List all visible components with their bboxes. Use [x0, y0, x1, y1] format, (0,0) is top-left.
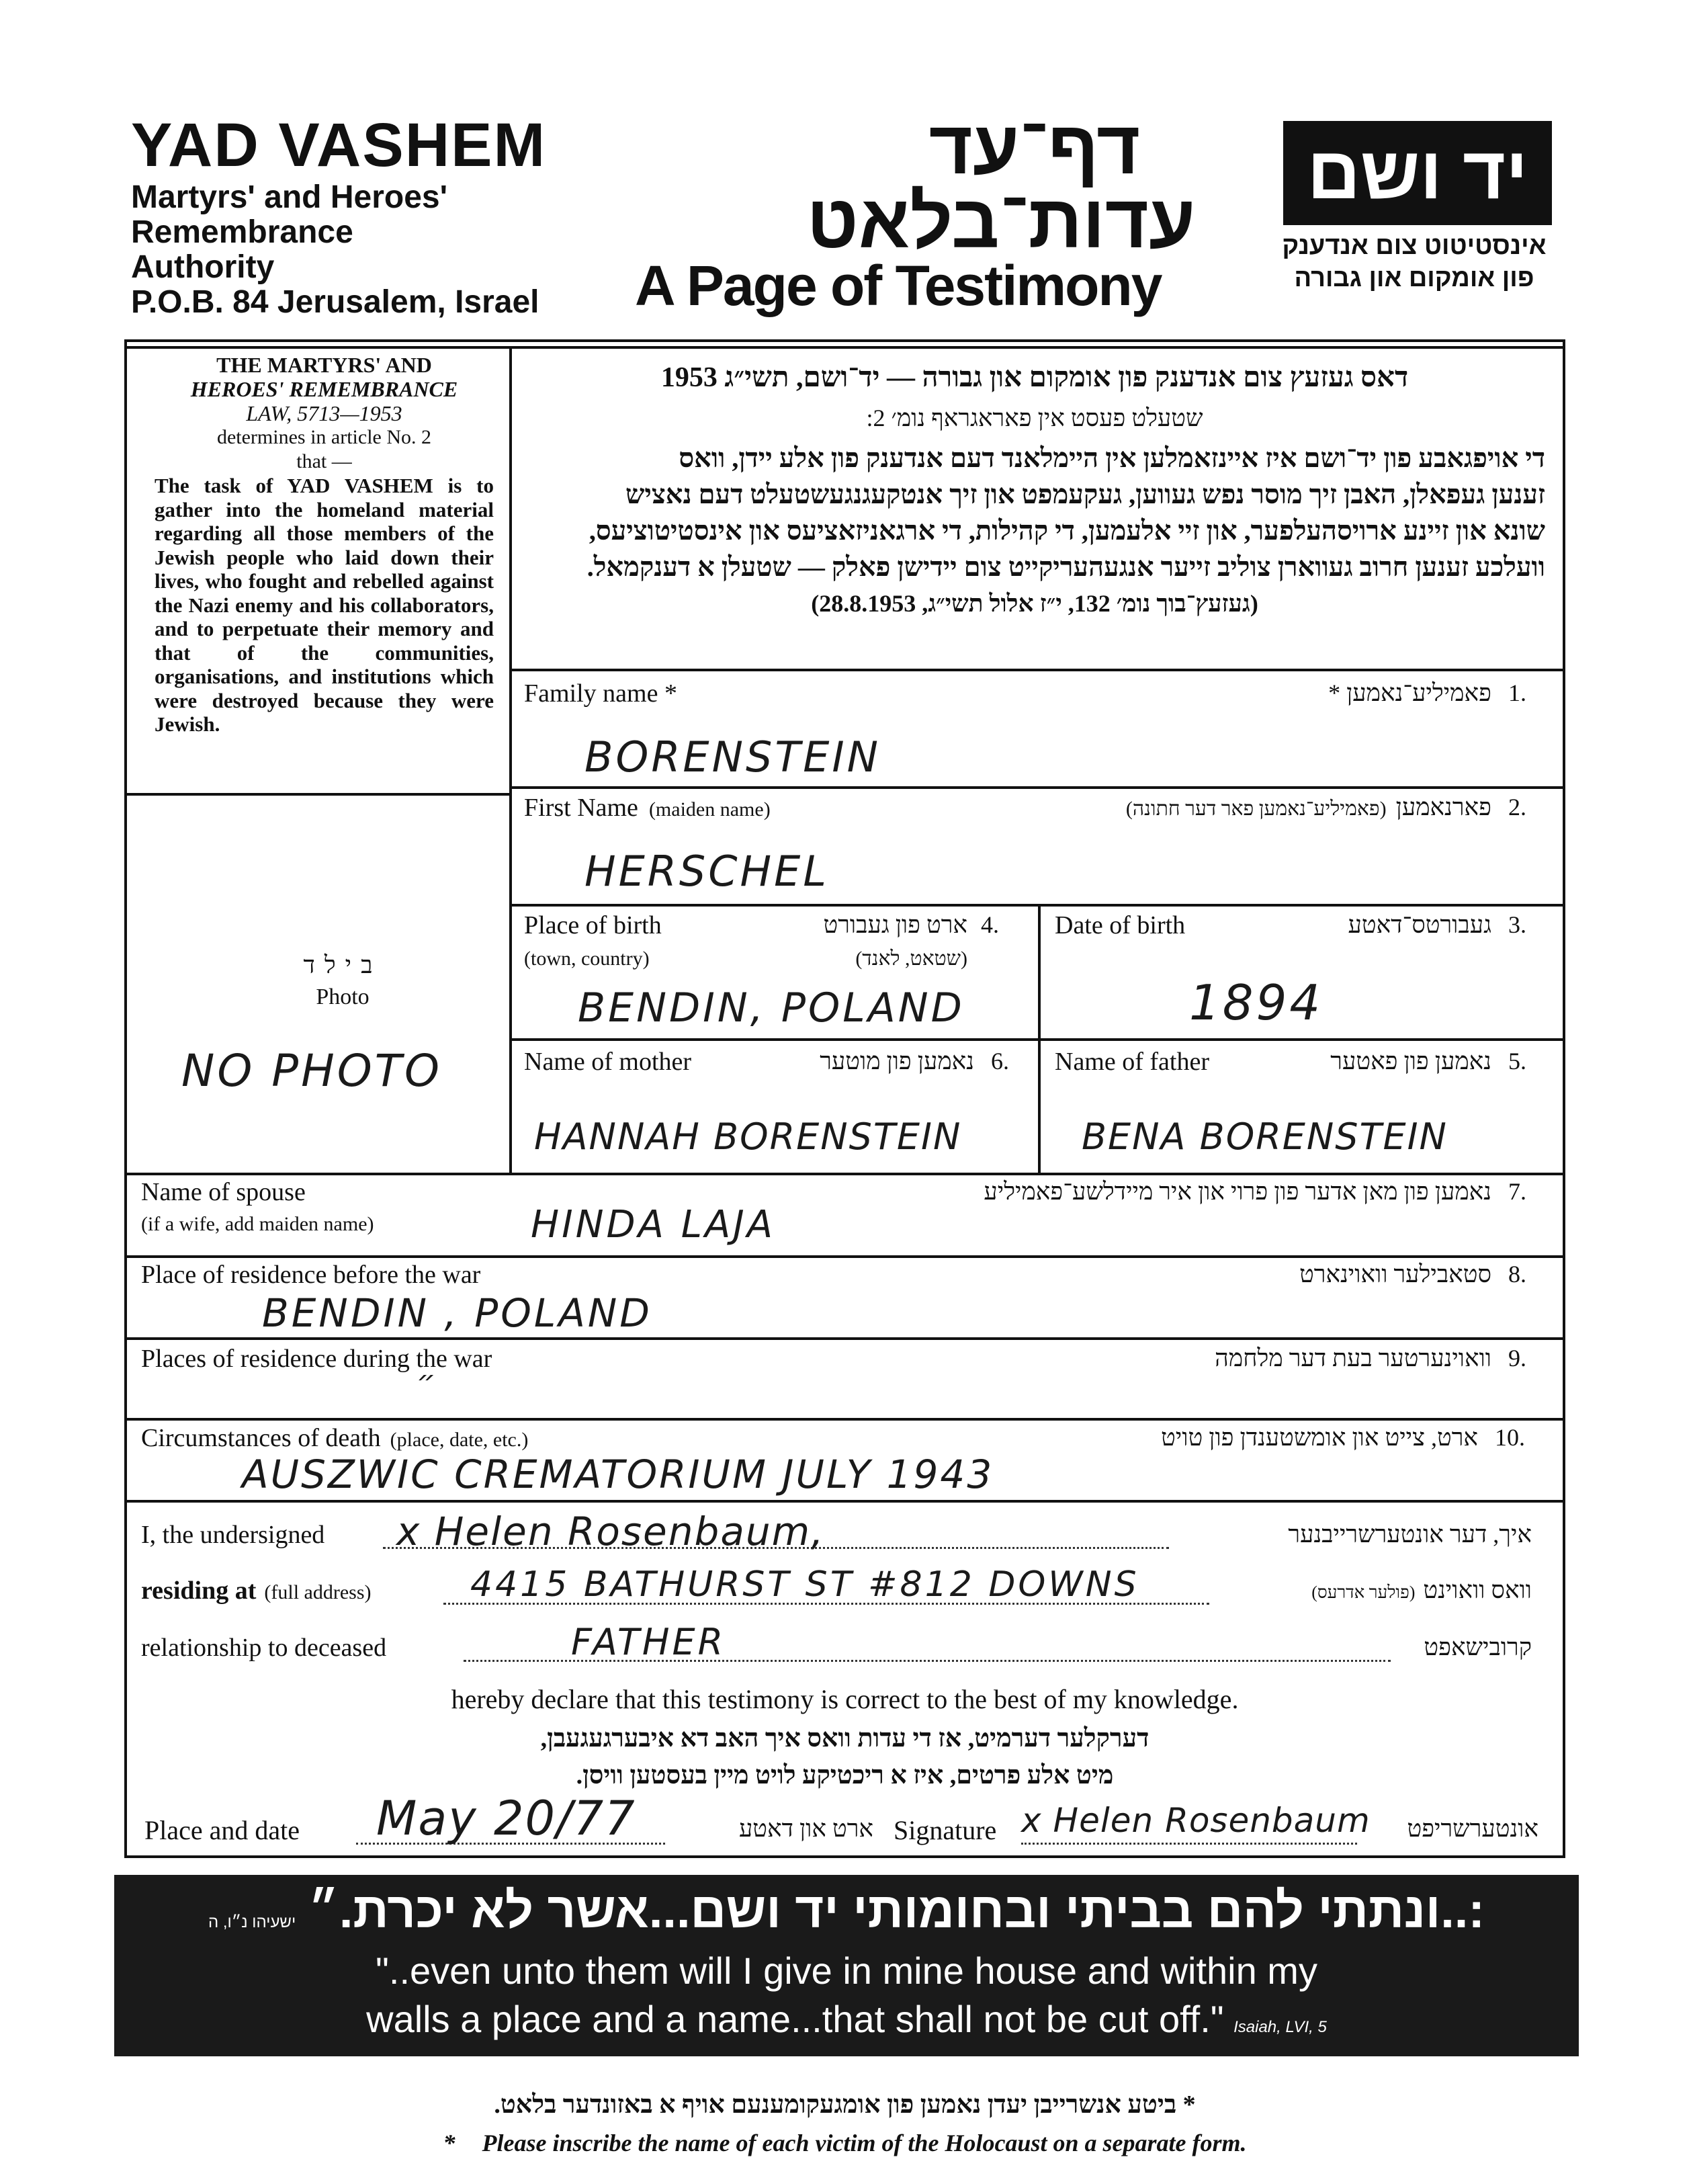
field-number-7: 7. — [1508, 1178, 1526, 1205]
row-8-top — [124, 1255, 1565, 1258]
logo-text: יד ושם — [1307, 131, 1528, 214]
place-date-label-yiddish: ארט און דאטע — [738, 1815, 873, 1842]
field-number-2: 2. — [1508, 794, 1526, 821]
spouse-label: Name of spouse — [141, 1178, 306, 1206]
hereby-declare: hereby declare that this testimony is correct to the best of my knowledge. — [451, 1684, 1239, 1714]
residence-during-value: ״ — [417, 1364, 439, 1398]
birth-place-sub: (town, country) — [524, 948, 650, 970]
death-circumstances-label-yiddish: ארט, צייט און אומשטענדן פון טויט — [1161, 1424, 1478, 1451]
undersigned-label: I, the undersigned — [141, 1521, 325, 1549]
institute-line-1: אינסטיטוט צום אנדענק — [1282, 232, 1547, 260]
signature-label: Signature — [894, 1815, 997, 1845]
death-circumstances-value: AUSZWIC CREMATORIUM JULY 1943 — [242, 1452, 994, 1497]
row-2-top — [509, 786, 1565, 789]
relationship-value: FATHER — [571, 1621, 726, 1663]
yiddish-law-text — [524, 360, 1545, 622]
residing-sub: (full address) — [264, 1581, 372, 1603]
law-title-5: that — — [296, 450, 352, 472]
residence-before-value: BENDIN , POLAND — [262, 1290, 652, 1336]
yad-vashem-logo — [1283, 121, 1552, 225]
birth-place-sub-yiddish: (שטאט, לאנד) — [855, 948, 967, 970]
banner-hebrew-row — [114, 1882, 1579, 1939]
residence-before-label: Place of residence before the war — [141, 1261, 481, 1289]
birth-place-label: Place of birth — [524, 911, 662, 939]
yiddish-title-2: עדות־בלאט — [806, 179, 1196, 263]
left-column-divider — [509, 346, 512, 1173]
org-line-1: Martyrs' and Heroes' — [131, 179, 447, 215]
photo-label: Photo — [316, 984, 370, 1009]
birth-place-label-yiddish: ארט פון געבורט — [823, 911, 967, 938]
relationship-label-yiddish: קרובישאפט — [1424, 1634, 1532, 1661]
banner-english-1: "..even unto them will I give in mine house and within my — [376, 1949, 1317, 1992]
family-name-label: Family name * — [524, 679, 677, 708]
law-body: The task of YAD VASHEM is to gather into the homeland material regarding all those members of the Jewish people who laid down their lives, who fought and rebelled against the Nazi enemy and his collaborators, and to perpetuate their memory and that of the communities, organisations, and institutions which were destroyed because they were Jewish. — [155, 474, 494, 736]
first-name-label-group — [524, 793, 771, 823]
residence-during-label: Places of residence during the war — [141, 1345, 492, 1373]
first-name-label-yiddish: פארנאמען — [1395, 794, 1491, 821]
yiddish-law-line-7: (געזעץ־בוך נומ׳ 132, י״ז אלול תשי״ג, 28.8.1953) — [811, 590, 1258, 617]
law-title-2: HEROES' REMEMBRANCE — [190, 377, 458, 401]
birth-place-value: BENDIN, POLAND — [578, 984, 965, 1032]
field-number-3: 3. — [1508, 911, 1526, 938]
footer-asterisk: * — [443, 2130, 455, 2156]
photo-label-yiddish: בילד — [303, 952, 382, 978]
residence-during-label-yiddish: וואוינערטער בעת דער מלחמה — [1215, 1345, 1491, 1372]
spouse-value: HINDA LAJA — [531, 1203, 776, 1247]
residing-label-group — [141, 1576, 372, 1605]
birth-date-label: Date of birth — [1055, 911, 1186, 939]
residing-label-yiddish-group — [1216, 1576, 1532, 1604]
yiddish-law-line-2: שטעלט פעסט אין פאראגראף נומ׳ 2: — [866, 405, 1203, 431]
org-line-3: Authority — [131, 249, 275, 285]
banner-english-ref: Isaiah, LVI, 5 — [1233, 2018, 1327, 2036]
first-name-label-yiddish-group — [907, 793, 1491, 821]
law-title-3: LAW, 5713—1953 — [246, 401, 402, 425]
relationship-label: relationship to deceased — [141, 1634, 387, 1662]
law-box-bottom — [124, 793, 511, 796]
death-circumstances-label-group — [141, 1423, 528, 1453]
org-name: YAD VASHEM — [131, 111, 547, 179]
banner-english-2: walls a place and a name...that shall not be cut off." — [366, 1998, 1224, 2040]
residing-value: 4415 BATHURST ST #812 DOWNS — [470, 1564, 1139, 1605]
father-name-value: BENA BORENSTEIN — [1082, 1116, 1448, 1158]
institute-line-2: פון אומקום און גבורה — [1294, 264, 1534, 292]
first-name-sub: (maiden name) — [648, 798, 771, 821]
declaration-top — [124, 1500, 1565, 1503]
field-number-5: 5. — [1508, 1048, 1526, 1075]
family-name-label-yiddish: פאמיליע־נאמען * — [1328, 679, 1491, 706]
yiddish-law-line-1: דאס געזעץ צום אנדענק פון אומקום און גבורה — יד־ושם, תשי״ג 1953 — [660, 362, 1409, 393]
org-block — [131, 111, 588, 320]
row-7-top — [124, 1173, 1565, 1175]
law-title-4: determines in article No. 2 — [216, 426, 432, 448]
law-title-1: THE MARTYRS' AND — [216, 353, 432, 377]
row-10-top — [124, 1418, 1565, 1421]
hereby-yiddish-2: מיט אלע פרטים, איז א ריכטיקע לויט מיין בעסטען וויסן. — [576, 1761, 1114, 1790]
photo-note: NO PHOTO — [181, 1045, 442, 1097]
hereby-yiddish-1: דערקלער דערמיט, אז די עדות וואס איך האב דא איבערגעגעבן, — [540, 1724, 1149, 1753]
place-date-label: Place and date — [144, 1815, 300, 1845]
org-address: P.O.B. 84 Jerusalem, Israel — [131, 284, 539, 320]
field-number-8: 8. — [1508, 1261, 1526, 1288]
residence-before-label-yiddish: סטאבילער וואוינארט — [1299, 1261, 1491, 1288]
field-number-10: 10. — [1495, 1424, 1525, 1451]
signature-line — [1021, 1843, 1357, 1845]
yiddish-law-line-5: שונא און זיינע ארויסהעלפער, און זיי אלעמען, די קהילות, די ארגאניזאציעס און אינסטיטוציעס, — [589, 515, 1545, 546]
field-number-1: 1. — [1508, 679, 1526, 706]
banner-english-row-2 — [114, 1997, 1579, 2041]
yiddish-law-line-3: די אויפגאבע פון יד־ושם איז איינזאמלען אין היימלאנד דעם אנדענק פון אלע יידן, וואס — [679, 443, 1545, 473]
family-name-value: BORENSTEIN — [584, 732, 881, 782]
page-title: A Page of Testimony — [635, 254, 1162, 317]
footer-english-row — [124, 2129, 1565, 2157]
death-circumstances-sub: (place, date, etc.) — [390, 1429, 529, 1451]
yiddish-law-line-4: זענען געפאלן, האבן זיך מוסר נפש געווען, געקעמפט און זיך אנטקעגנגעשטעלט דעם נאציש — [625, 479, 1545, 509]
spouse-label-yiddish: נאמען פון מאן אדער פון פרוי און איר מיידלשע־פאמיליע — [984, 1178, 1491, 1205]
residing-label: residing at — [141, 1577, 257, 1605]
footer-yiddish: * ביטע אנשרייבן יעדן נאמען פון אומגעקומענעם אויף א באזונדער בלאט. — [494, 2091, 1196, 2119]
first-name-label: First Name — [524, 794, 638, 822]
field-number-6: 6. — [991, 1048, 1009, 1075]
row-1-top — [509, 669, 1565, 671]
field-number-4: 4. — [981, 911, 999, 938]
signature-label-yiddish: אונטערשריפט — [1407, 1815, 1538, 1842]
first-name-sub-yiddish: (פאמיליע־נאמען פאר דער חתונה) — [1125, 798, 1387, 820]
mother-name-label-yiddish: נאמען פון מוטער — [820, 1048, 974, 1075]
field-number-9: 9. — [1508, 1345, 1526, 1372]
mother-name-label: Name of mother — [524, 1048, 692, 1076]
law-box — [155, 353, 494, 737]
yiddish-law-line-6: וועלכע זענען חרוב געווארן צוליב זייער אנגעהעריקייט צום יידישן פאלק — שטעלן א דענקמאל. — [587, 552, 1545, 582]
spouse-sub: (if a wife, add maiden name) — [141, 1213, 374, 1235]
undersigned-label-yiddish: איך, דער אונטערשרייבנער — [1288, 1521, 1532, 1548]
first-name-value: HERSCHEL — [584, 847, 829, 896]
father-name-label: Name of father — [1055, 1048, 1209, 1076]
mother-name-value: HANNAH BORENSTEIN — [534, 1116, 962, 1158]
death-circumstances-label: Circumstances of death — [141, 1424, 381, 1452]
footer-english: Please inscribe the name of each victim of the Holocaust on a separate form. — [482, 2130, 1247, 2156]
birth-date-value: 1894 — [1189, 974, 1323, 1031]
father-name-label-yiddish: נאמען פון פאטער — [1330, 1048, 1491, 1075]
row-3-top — [509, 904, 1565, 907]
place-date-value: May 20/77 — [376, 1791, 636, 1846]
undersigned-value: x Helen Rosenbaum, — [396, 1509, 825, 1554]
scripture-banner — [114, 1875, 1579, 2056]
banner-hebrew: :..ונתתי להם בביתי ובחומותי יד ושם...אשר לא יכרת.״ — [308, 1882, 1485, 1938]
frame-top-double — [124, 346, 1565, 349]
yiddish-title-1: דף־עד — [928, 106, 1141, 190]
signature-value: x Helen Rosenbaum — [1021, 1801, 1371, 1840]
row-5-top — [509, 1038, 1565, 1041]
row-9-top — [124, 1337, 1565, 1340]
birth-date-label-yiddish: געבורטס־דאטע — [1348, 911, 1491, 938]
residing-label-yiddish: וואס וואוינט — [1423, 1577, 1532, 1603]
banner-hebrew-ref: ישעיהו נ״ו, ה — [208, 1913, 296, 1931]
residing-sub-yiddish: (פולער אדרעס) — [1311, 1583, 1416, 1602]
org-line-2: Remembrance — [131, 214, 353, 250]
